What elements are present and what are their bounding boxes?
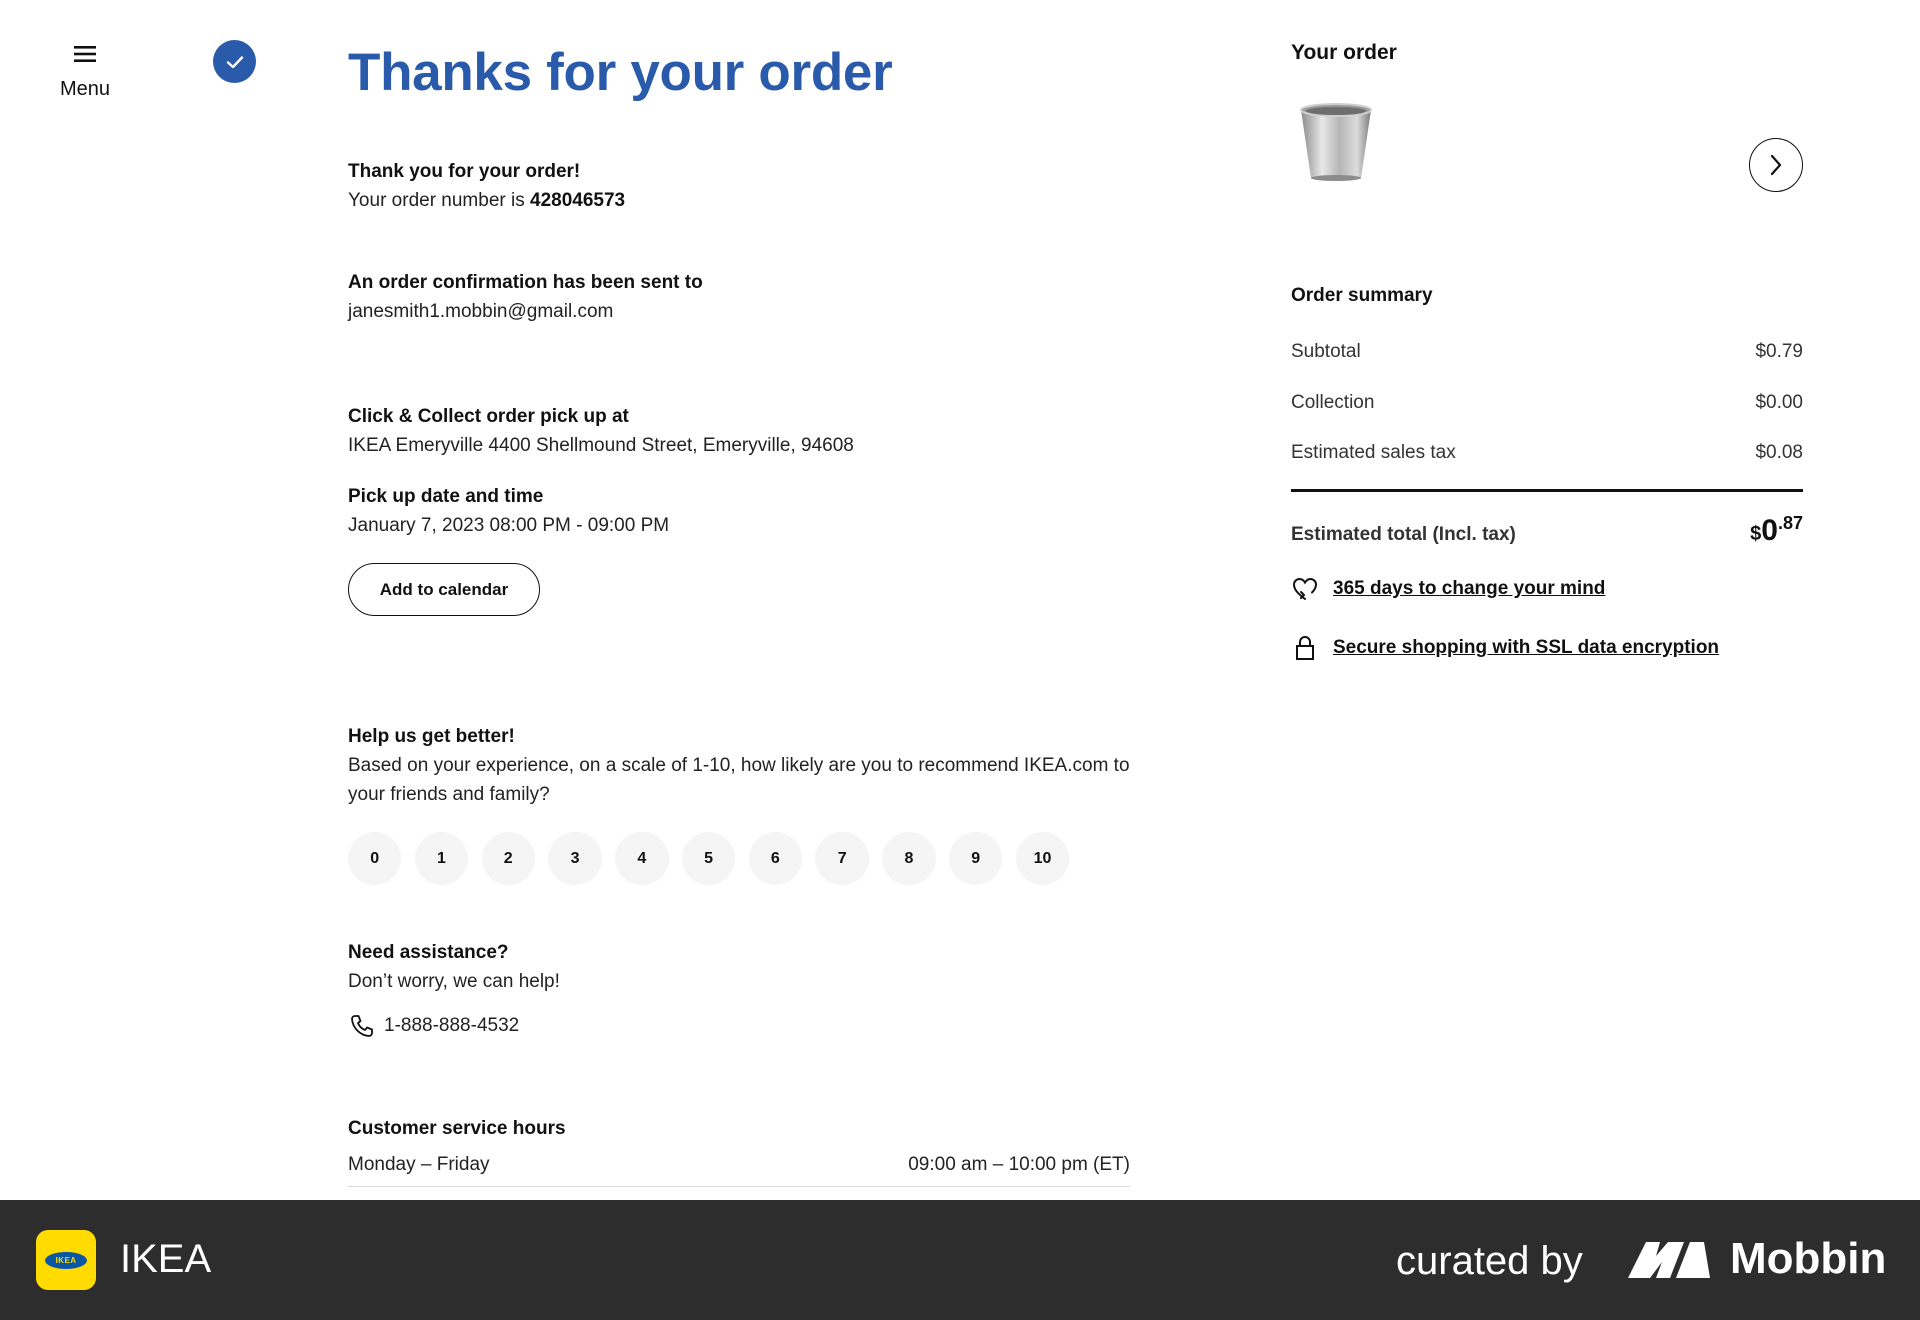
- service-hours-heading: Customer service hours: [348, 1118, 566, 1139]
- pickup-time-section: [348, 482, 1130, 540]
- pickup-time-heading: Pick up date and time: [348, 486, 544, 507]
- confirmation-heading: An order confirmation has been sent to: [348, 272, 703, 293]
- assistance-section: [348, 938, 1130, 996]
- trash-can-product-image[interactable]: [1297, 102, 1375, 184]
- menu-label: Menu: [59, 78, 111, 100]
- check-icon: [225, 54, 245, 70]
- thank-you-section: [348, 157, 1130, 215]
- rating-option-1[interactable]: 1: [415, 832, 468, 885]
- assistance-text: Don’t worry, we can help!: [348, 971, 560, 992]
- service-hours-value: 09:00 am – 10:00 pm (ET): [908, 1154, 1130, 1175]
- change-mind-text: 365 days to change your mind: [1333, 578, 1606, 599]
- service-hours-row: [348, 1154, 1130, 1187]
- lock-icon: [1291, 634, 1319, 662]
- subtotal-row: [1291, 341, 1803, 363]
- page-title: Thanks for your order: [348, 43, 893, 102]
- total-label: Estimated total (Incl. tax): [1291, 524, 1516, 545]
- rating-option-5[interactable]: 5: [682, 832, 735, 885]
- phone-icon: [348, 1012, 376, 1040]
- collection-row: [1291, 392, 1803, 414]
- service-hours-section: [348, 1114, 1130, 1143]
- sales-tax-value: $0.08: [1755, 442, 1803, 463]
- order-summary-heading: Order summary: [1291, 285, 1433, 306]
- rating-option-6[interactable]: 6: [749, 832, 802, 885]
- pickup-address: IKEA Emeryville 4400 Shellmound Street, Emeryville, 94608: [348, 435, 854, 456]
- heart-arrow-icon: [1291, 576, 1319, 602]
- phone-link[interactable]: [348, 1012, 519, 1040]
- app-name: IKEA: [120, 1237, 212, 1281]
- order-complete-badge: [213, 40, 256, 83]
- change-mind-link[interactable]: [1291, 576, 1605, 602]
- pickup-location-section: [348, 402, 1130, 460]
- order-number-line: [348, 186, 1130, 215]
- next-product-button[interactable]: [1749, 138, 1803, 192]
- ikea-app-icon: [36, 1230, 96, 1290]
- rating-option-4[interactable]: 4: [615, 832, 668, 885]
- subtotal-value: $0.79: [1755, 341, 1803, 362]
- curated-by-text: curated by: [1396, 1239, 1583, 1283]
- order-number-prefix: Your order number is: [348, 190, 525, 211]
- menu-button[interactable]: [52, 44, 118, 101]
- hamburger-icon: [72, 44, 98, 64]
- summary-divider: [1291, 489, 1803, 492]
- total-whole: 0: [1761, 514, 1778, 547]
- pickup-time-value: January 7, 2023 08:00 PM - 09:00 PM: [348, 515, 670, 536]
- chevron-right-icon: [1769, 154, 1783, 176]
- collection-label: Collection: [1291, 392, 1375, 413]
- rating-option-0[interactable]: 0: [348, 832, 401, 885]
- total-price: [1750, 513, 1803, 548]
- total-currency: $: [1750, 523, 1762, 545]
- mobbin-footer: [0, 1200, 1920, 1320]
- thank-you-heading: Thank you for your order!: [348, 161, 581, 182]
- rating-option-3[interactable]: 3: [548, 832, 601, 885]
- feedback-heading: Help us get better!: [348, 726, 515, 747]
- service-days: Monday – Friday: [348, 1154, 490, 1175]
- secure-shopping-text: Secure shopping with SSL data encryption: [1333, 637, 1720, 658]
- order-number: 428046573: [530, 190, 626, 211]
- rating-option-8[interactable]: 8: [882, 832, 935, 885]
- rating-option-9[interactable]: 9: [949, 832, 1002, 885]
- rating-option-7[interactable]: 7: [815, 832, 868, 885]
- subtotal-label: Subtotal: [1291, 341, 1361, 362]
- sales-tax-row: [1291, 442, 1803, 464]
- feedback-question: Based on your experience, on a scale of 1-10, how likely are you to recommend IKEA.com to your friends and family?: [348, 755, 1130, 805]
- collection-value: $0.00: [1755, 392, 1803, 413]
- pickup-heading: Click & Collect order pick up at: [348, 406, 629, 427]
- rating-option-2[interactable]: 2: [482, 832, 535, 885]
- confirmation-section: [348, 268, 1130, 326]
- feedback-section: [348, 722, 1130, 809]
- assistance-heading: Need assistance?: [348, 942, 509, 963]
- ikea-app-icon-text: IKEA: [55, 1255, 77, 1265]
- your-order-heading: Your order: [1291, 41, 1397, 64]
- total-row: [1291, 513, 1803, 548]
- secure-shopping-link[interactable]: [1291, 634, 1719, 662]
- rating-scale: [348, 832, 1069, 885]
- sales-tax-label: Estimated sales tax: [1291, 442, 1456, 463]
- total-decimal: .87: [1777, 513, 1803, 533]
- mobbin-brand: Mobbin: [1730, 1234, 1887, 1283]
- rating-option-10[interactable]: 10: [1016, 832, 1069, 885]
- phone-number: 1-888-888-4532: [384, 1015, 520, 1036]
- mobbin-logo-icon: [1626, 1238, 1712, 1282]
- add-to-calendar-button[interactable]: Add to calendar: [348, 563, 540, 616]
- confirmation-email: janesmith1.mobbin@gmail.com: [348, 301, 614, 322]
